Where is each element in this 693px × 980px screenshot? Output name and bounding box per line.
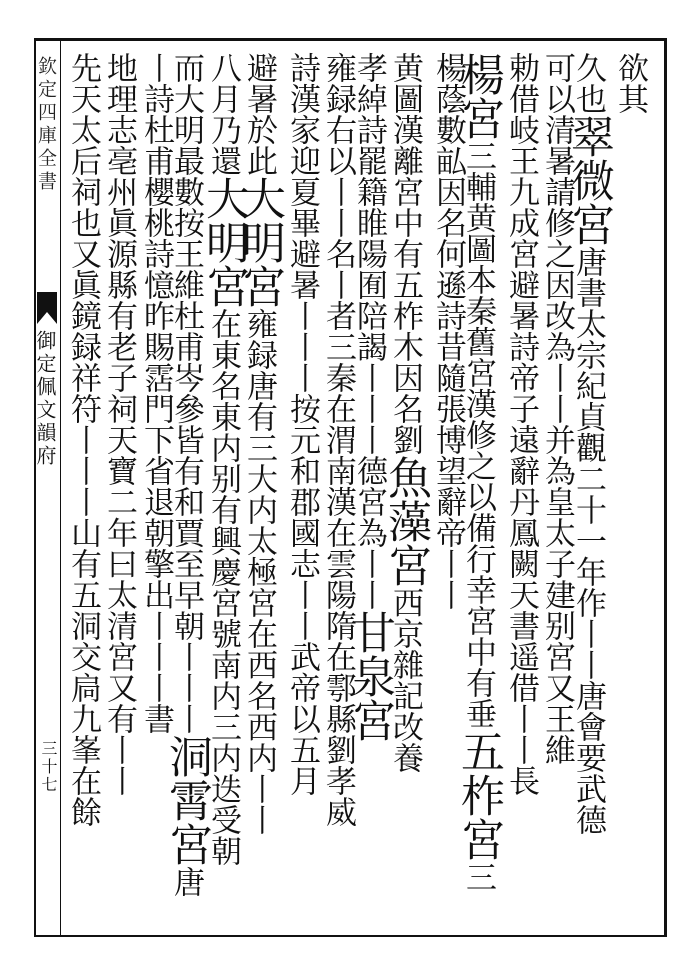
headword: 翠微宮 <box>563 114 614 246</box>
margin-book-title: 御定佩文韻府 <box>33 330 57 468</box>
text-column <box>539 52 573 922</box>
text-run: 詩漢家迎夏畢避暑丨丨丨按元和郡國志丨丨武帝以五月 <box>284 52 320 796</box>
text-run: 欲其 <box>612 52 648 114</box>
text-column <box>453 52 504 922</box>
text-run: 先天太后祠也又眞鏡録祥符丨丨丨山有五洞交扃九峯在餘 <box>65 52 101 827</box>
headword: 五柞宮 <box>453 729 504 861</box>
text-column <box>198 52 249 922</box>
text-column <box>612 52 646 922</box>
text-run: 唐 <box>168 866 204 897</box>
text-column <box>284 52 318 922</box>
text-run: 黄圖漢離宮中有五柞木因名劉 <box>387 52 423 455</box>
margin-divider <box>60 41 61 935</box>
frame-bottom-rule <box>34 935 666 937</box>
text-column <box>320 52 354 922</box>
frame-right-rule <box>664 38 667 937</box>
text-column <box>344 52 395 922</box>
text-run: 地理志亳州眞源縣有老子祠天寶二年曰太清宮又有丨丨 <box>101 52 137 796</box>
text-run: 唐書太宗紀貞觀二十一年作丨丨唐會要武德 <box>570 246 606 835</box>
text-run: 勅借岐王九成宮避暑詩帝子遠辭丹鳳闕天書遥借丨丨長 <box>503 52 539 796</box>
text-run: 孝綽詩罷籍睢陽囿陪謁丨丨丨德宮為丨丨 <box>351 52 387 610</box>
text-run: 八月乃還 <box>205 52 241 176</box>
page-number: 三十七 <box>39 740 58 794</box>
text-column <box>430 52 464 922</box>
fishtail-mark-icon <box>35 290 59 326</box>
text-run: 而大明最數按王維杜甫岑參皆有和賈至早朝丨丨丨 <box>168 52 204 734</box>
text-column <box>101 52 135 922</box>
text-run: 三 <box>460 861 496 892</box>
headword: 大明宮 <box>198 176 249 308</box>
text-run: 久也 <box>570 52 606 114</box>
text-run: 在東名東内别有興慶宮號南内三内迭受朝 <box>205 308 241 866</box>
headword: 楊宮 <box>453 52 504 140</box>
text-run: 避暑於此 <box>241 52 277 176</box>
frame-top-rule <box>34 38 666 41</box>
text-run: 雍録右以丨丨名丨者三秦在渭南漢在雲陽隋在鄠縣劉孝威 <box>320 52 356 827</box>
text-run: 楊蔭數畆因名何遜詩昔隨張博望辭帝丨丨 <box>430 52 466 610</box>
headword: 洞霄宮 <box>161 734 212 866</box>
headword: 甘泉宮 <box>344 610 395 742</box>
text-run: 西京雜記改養 <box>387 587 423 773</box>
text-column <box>234 52 285 922</box>
headword: 魚藻宮 <box>380 455 431 587</box>
text-column <box>563 52 614 922</box>
text-column <box>161 52 212 922</box>
text-run: 丨詩杜甫櫻桃詩憶昨賜霑門下省退朝擎出丨丨丨書 <box>138 52 174 734</box>
text-column <box>65 52 99 922</box>
text-run: 雍録唐有三大内太極宮在西名西内丨丨 <box>241 308 277 835</box>
text-run: 三輔黄圖本秦舊宮漢修之以備行幸宮中有垂 <box>460 140 496 729</box>
headword: 大明宮 <box>234 176 285 308</box>
text-column <box>138 52 172 922</box>
text-column <box>380 52 431 922</box>
text-run: 可以清暑請修之因改為丨丨并為皇太子建别宮又王維 <box>539 52 575 765</box>
text-column <box>503 52 537 922</box>
margin-collection-title: 欽定四庫全書 <box>35 56 57 194</box>
